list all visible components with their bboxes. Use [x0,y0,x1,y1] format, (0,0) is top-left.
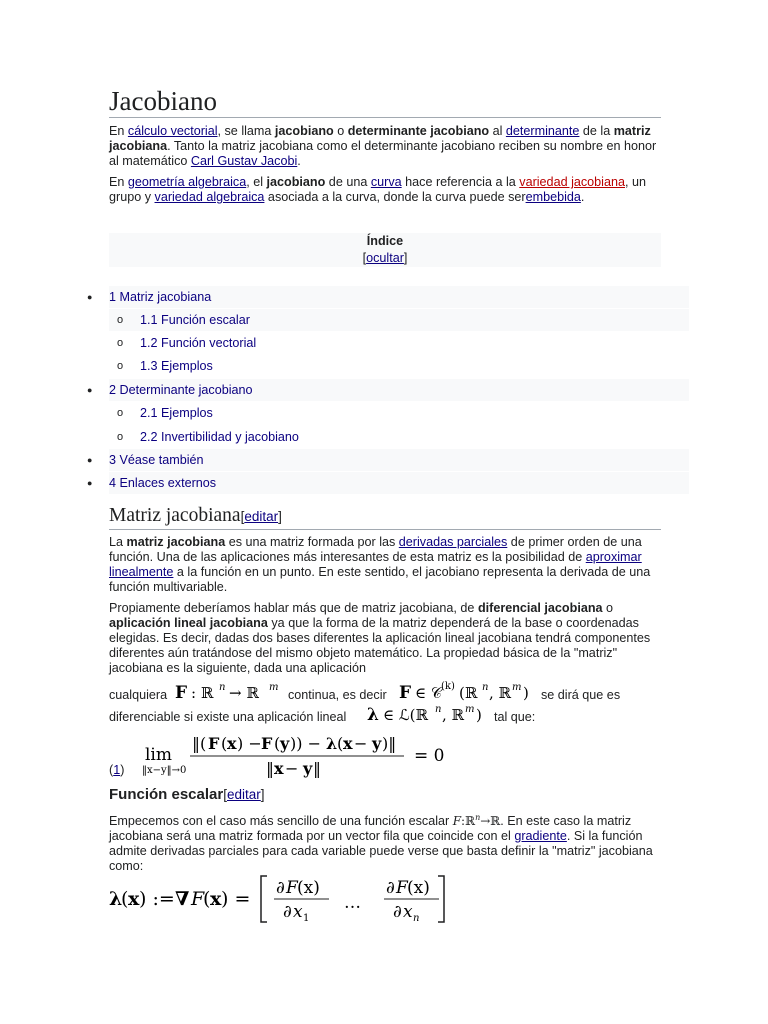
svg-text:‖(: ‖( [192,734,207,753]
svg-text:) :=: ) := [139,888,175,910]
bold-term: matriz jacobiana [126,535,226,549]
bracket: ] [278,509,282,524]
toc-hide-link[interactable]: ocultar [366,251,404,265]
svg-text:−: − [354,734,368,753]
text: continua, es decir [288,688,387,702]
svg-text:∂: ∂ [276,878,285,898]
bold-term: determinante jacobiano [347,124,490,138]
text: ya que la forma de la matriz dependerá de la base o coordenadas elegidas. Es decir, dadas dos bases diferentes la aplicación lineal jacobiana tendrá componentes diferentes aún tratándose del mismo objeto matemático. La propiedad básica de la "matriz" jacobiana es la siguiente, dada una aplicación [109,616,651,675]
toc-item-label: 1.2 Función vectorial [140,336,257,350]
text: asociada a la curva, donde la curva puede ser [264,190,526,204]
toc-item-label: 1.1 Función escalar [140,313,250,327]
text: . [580,190,585,204]
svg-text:…: … [344,893,361,913]
toc-item-ejemplos-1[interactable] [109,355,689,377]
bracket: ( [109,763,114,777]
bold-term: jacobiano [266,175,326,189]
svg-text:λ: λ [109,888,123,910]
svg-text:) =: ) = [221,888,251,910]
svg-text:−: − [285,759,299,778]
svg-text:): ) [476,706,482,724]
text: o [333,124,348,138]
svg-text:(: ( [337,734,344,753]
text: tal que: [494,710,536,724]
toc-item-label: 3 Véase también [109,453,204,467]
link-carl-gustav-jacobi[interactable]: Carl Gustav Jacobi [190,154,298,168]
svg-text:= 0: = 0 [414,746,445,766]
text: . [297,154,301,168]
equation-limit [109,731,661,781]
toc-item-enlaces-externos[interactable] [87,472,689,494]
svg-text:n: n [435,704,442,715]
svg-text:m: m [269,682,279,693]
edit-section [223,787,264,802]
svg-text:(: ( [203,888,211,910]
edit-link[interactable]: editar [226,787,261,802]
text: es una matriz formada por las [225,535,399,549]
text: cualquiera [109,688,168,702]
text: En [109,124,128,138]
svg-text:∈ ℒ(ℝ: ∈ ℒ(ℝ [383,706,428,724]
subsection1-paragraph-1 [109,810,661,874]
toc-item-vease-tambien[interactable] [87,449,689,471]
toc-item-label: 4 Enlaces externos [109,476,217,490]
text: Empecemos con el caso más sencillo de una función escalar [109,814,453,828]
toc-item-label: 1.3 Ejemplos [140,359,213,373]
page-title: Jacobiano [109,86,661,118]
svg-text:: ℝ: : ℝ [191,684,214,702]
svg-text:∂: ∂ [393,902,402,922]
svg-text:y: y [280,734,290,753]
text: En [109,175,128,189]
svg-text:1: 1 [303,913,310,924]
bold-term: aplicación lineal jacobiana [109,616,268,630]
bullet-icon: o [117,337,124,349]
svg-text:x: x [210,888,222,910]
svg-text:λ: λ [326,734,338,753]
svg-text:(: ( [221,734,228,753]
toc-item-label: 2.1 Ejemplos [140,406,213,420]
svg-text:x: x [227,734,237,753]
toc-item-funcion-vectorial[interactable] [109,332,689,354]
equation-ref-link[interactable]: 1 [113,763,121,777]
svg-text:∇: ∇ [175,888,190,910]
svg-text:F: F [191,888,205,910]
svg-text:) −: ) − [237,734,262,753]
link-calculo-vectorial[interactable]: cálculo vectorial [127,124,218,138]
bracket: [ [240,509,245,524]
text: a la función en un punto. En este sentido, el jacobiano representa la derivada de una función multivariable. [109,565,651,594]
text: hace referencia a la [401,175,520,189]
bold-term: matriz jacobiana [109,124,651,153]
text: Propiamente deberíamos hablar más que de matriz jacobiana, de [109,601,478,615]
bracket: ] [260,787,265,802]
svg-text:x: x [274,759,284,778]
bold-term: jacobiano [274,124,334,138]
svg-text:(x): (x) [407,878,430,898]
svg-text:→ ℝ: → ℝ [229,684,259,702]
svg-text:y: y [372,734,382,753]
bullet-icon: ● [87,385,93,395]
edit-link[interactable]: editar [244,509,279,524]
intro-paragraph-2 [109,175,661,205]
bracket: ) [120,763,125,777]
text: . En este caso la matriz jacobiana será una matriz formada por un vector fila que coincide con el [109,814,632,843]
link-determinante[interactable]: determinante [505,124,580,138]
toc-item-label: 2 Determinante jacobiano [109,383,253,397]
svg-text:F: F [261,734,273,753]
svg-text:(: ( [121,888,129,910]
toc-item-funcion-escalar[interactable] [109,309,689,331]
link-derivadas-parciales[interactable]: derivadas parciales [398,535,508,549]
text: La [109,535,127,549]
link-embebida[interactable]: embebida [525,190,581,204]
text: , se llama [217,124,275,138]
link-curva[interactable]: curva [370,175,402,189]
svg-text:x: x [128,888,140,910]
svg-text:n: n [482,682,489,693]
svg-text:)) −: )) − [290,734,321,753]
text: , un grupo y [109,175,647,204]
math-formula-gradient [109,870,469,930]
svg-text:(: ( [274,734,281,753]
intro-paragraph-1 [109,124,661,169]
text: , el [246,175,267,189]
svg-text:‖: ‖ [266,759,274,778]
link-variedad-jacobiana[interactable]: variedad jacobiana [519,175,625,189]
text: . Si la función admite derivadas parciales para cada variable puede verse que basta definir la "matriz" jacobiana como: [109,829,653,873]
svg-text:n: n [413,913,420,924]
math-formula-lambda [367,703,497,727]
svg-text:‖: ‖ [313,759,321,778]
svg-text:lim: lim [145,745,172,765]
bullet-icon: o [117,431,124,443]
svg-text:n: n [219,682,226,693]
text: de primer orden de una función. Una de las aplicaciones más interesantes de esta matriz es la posibilidad de [109,535,642,564]
svg-text:∂: ∂ [283,902,292,922]
svg-text:∂: ∂ [386,878,395,898]
svg-text:m: m [465,704,475,715]
svg-text:, ℝ: , ℝ [442,706,465,724]
svg-text:)‖: )‖ [382,734,397,753]
edit-section [241,509,282,524]
toc-item-determinante-jacobiano[interactable] [87,379,689,401]
svg-text:x: x [403,902,413,922]
math-formula-limit [142,731,472,779]
bracket: [ [223,787,227,802]
svg-text:x: x [293,902,303,922]
math-line-b [109,703,661,727]
text: al [489,124,506,138]
toc-item-label: 1 Matriz jacobiana [109,290,212,304]
bullet-icon: o [117,360,124,372]
svg-text:∈ 𝒞: ∈ 𝒞 [415,684,442,702]
text: de una [325,175,371,189]
svg-text:x: x [343,734,353,753]
toc-title: Índice [366,234,404,248]
bracket: ] [403,251,408,265]
heading-text: Función escalar [109,786,224,803]
toc-item-label: 2.2 Invertibilidad y jacobiano [140,430,299,444]
toc-item-matriz-jacobiana[interactable] [87,286,689,308]
section1-paragraph-1 [109,535,661,595]
toc-item-invertibilidad[interactable] [109,426,689,448]
svg-text:F: F [286,878,298,898]
link-geometria-algebraica[interactable]: geometría algebraica [127,175,247,189]
equation-ref [109,763,124,777]
link-gradiente[interactable]: gradiente [514,829,567,843]
text: se dirá que es [541,688,621,702]
svg-text:(ℝ: (ℝ [459,684,478,702]
svg-text:, ℝ: , ℝ [489,684,512,702]
section-heading-matriz-jacobiana [109,504,661,530]
toc-item-ejemplos-2[interactable] [109,402,689,424]
svg-text:F: F [399,683,412,703]
section1-paragraph-2 [109,601,661,676]
svg-text:λ: λ [367,705,379,725]
svg-text:): ) [523,684,529,702]
toc-header [109,233,661,267]
svg-text:‖x−y‖→0: ‖x−y‖→0 [142,765,187,776]
link-aproximar-linealmente[interactable]: aproximar linealmente [109,550,642,579]
svg-text:F: F [208,734,220,753]
bullet-icon: ● [87,455,93,465]
text: diferenciable si existe una aplicación lineal [109,710,347,724]
svg-text:m: m [512,682,522,693]
text: de la [579,124,614,138]
svg-text:F: F [396,878,408,898]
text: . Tanto la matriz jacobiana como el determinante jacobiano reciben su nombre en honor al matemático [109,139,657,168]
bold-term: diferencial jacobiana [477,601,603,615]
svg-text:(k): (k) [441,681,455,692]
bullet-icon: ● [87,292,93,302]
bullet-icon: ● [87,478,93,488]
bullet-icon: o [117,407,124,419]
bullet-icon: o [117,314,124,326]
bracket: [ [362,251,367,265]
subsection-heading-funcion-escalar [109,786,265,804]
equation-gradient [109,870,661,930]
link-variedad-algebraica[interactable]: variedad algebraica [154,190,265,204]
svg-text:y: y [303,759,313,778]
text: o [602,601,614,615]
svg-text:F: F [175,683,188,703]
svg-text:(x): (x) [297,878,320,898]
heading-text: Matriz jacobiana [109,505,241,526]
math-inline-scalar: F:ℝ$^n$→ℝ [452,813,501,828]
toc-toggle [109,251,661,265]
